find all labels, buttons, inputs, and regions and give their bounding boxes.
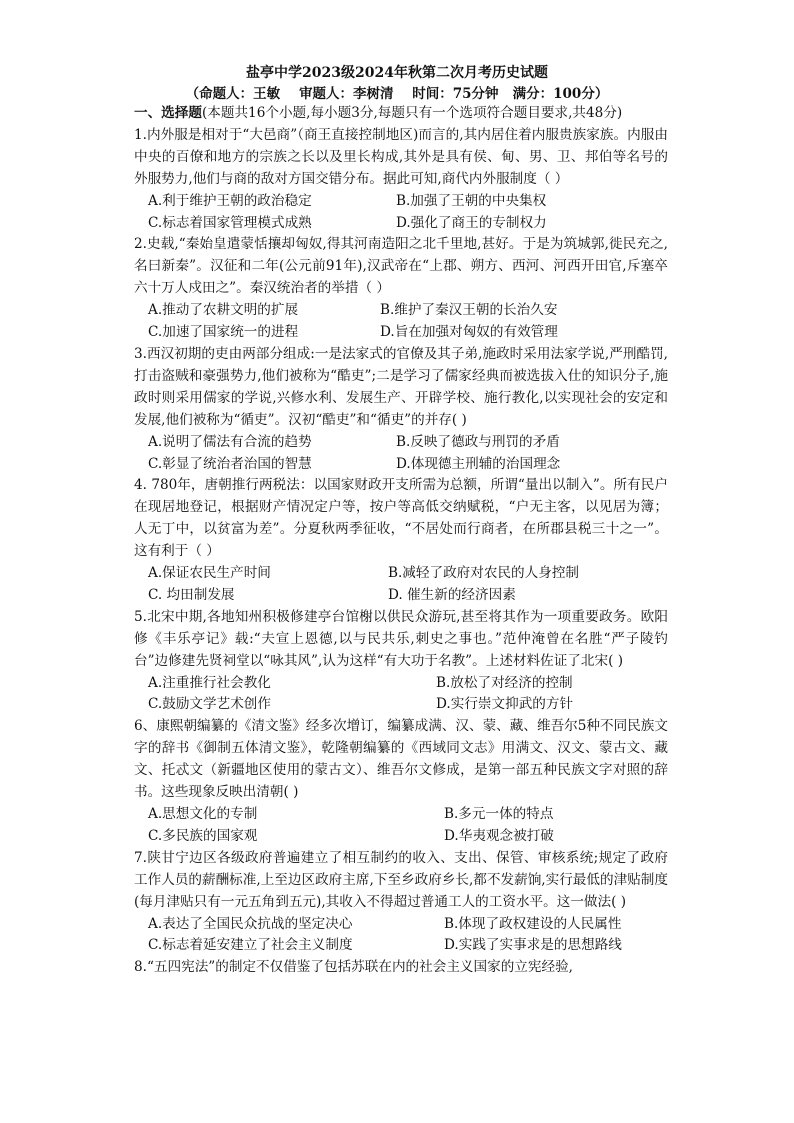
exam-title: 盐亭中学2023级2024年秋第二次月考历史试题	[246, 65, 548, 81]
question-3-options	[134, 432, 668, 476]
question-3-option-a[interactable]: A.说明了儒法有合流的趋势	[148, 433, 312, 450]
question-3-option-b[interactable]: B.反映了德政与刑罚的矛盾	[396, 433, 560, 450]
question-4-options	[134, 563, 668, 607]
question-1-option-a[interactable]: A.利于维护王朝的政治稳定	[148, 192, 312, 209]
question-6-stem: 6、康熙朝编纂的《清文鉴》经多次增订，编纂成满、汉、蒙、藏、维吾尔5种不同民族文字的辞书《御制五体清文鉴》，乾隆朝编纂的《西域同文志》用满文、汉文、蒙古文、藏文、托忒文（新疆地区使用的蒙古文）、维吾尔文修成，是第一部五种民族文字对照的辞书。这些现象反映出清朝( )	[134, 718, 668, 801]
section-description: (本题共16个小题,每小题3分,每题只有一个选项符合题目要求,共48分)	[201, 105, 623, 121]
question-5-stem: 5.北宋中期,各地知州积极修建亭台馆榭以供民众游玩,甚至将其作为一项重要政务。欧阳修《丰乐亭记》载:“夫宣上恩德,以与民共乐,刺史之事也。”范仲淹曾在名胜“严子陵钓台”边修建先贤祠堂以“咏其风”,认为这样“有大功于名教”。上述材料佐证了北宋( )	[134, 608, 668, 669]
question-7-options	[134, 914, 668, 958]
question-7-stem: 7.陕甘宁边区各级政府普遍建立了相互制约的收入、支出、保管、审核系统;规定了政府工作人员的薪酬标准,上至边区政府主席,下至乡政府乡长,都不发薪饷,实行最低的津贴制度(每月津贴只有一元五角到五元),其收入不得超过普通工人的工资水平。这一做法( )	[134, 849, 668, 910]
question-2-option-c[interactable]: C.加速了国家统一的进程	[148, 324, 299, 341]
question-6-option-b[interactable]: B.多元一体的特点	[444, 806, 554, 822]
question-4-stem: 4. 780年，唐朝推行两税法：以国家财政开支所需为总额，所谓“量出以制入”。所有民户在现居地登记，根据财产情况定户等，按户等高低交纳赋税，“户无主客，以见居为簿；人无丁中，以贫富为差”。分夏秋两季征收，“不居处而行商者，在所郡县税三十之一”。这有利于（ ）	[134, 477, 668, 560]
question-6-option-d[interactable]: D.华夷观念被打破	[444, 827, 554, 844]
question-1-options	[134, 191, 668, 235]
section-heading: 一、选择题	[134, 105, 202, 121]
question-7-option-b[interactable]: B.体现了政权建设的人民属性	[444, 915, 622, 932]
question-3-option-d[interactable]: D.体现德主刑辅的治国理念	[396, 455, 561, 472]
question-2-stem: 2.史载,“秦始皇遣蒙恬攘却匈奴,得其河南造阳之北千里地,甚好。于是为筑城郭,徙民充之,名曰新秦”。汉征和二年(公元前91年),汉武帝在“上郡、朔方、西河、河西开田官,斥塞卒六十万人戍田之”。秦汉统治者的举措（ ）	[134, 236, 668, 297]
question-3-option-c[interactable]: C.彰显了统治者治国的智慧	[148, 455, 312, 472]
question-5-option-b[interactable]: B.放松了对经济的控制	[436, 674, 573, 691]
question-4-option-c[interactable]: C. 均田制发展	[148, 586, 235, 603]
question-6-options	[134, 804, 668, 848]
question-6-option-a[interactable]: A.思想文化的专制	[148, 806, 258, 822]
question-3-stem: 3.西汉初期的吏由两部分组成:一是法家式的官僚及其子弟,施政时采用法家学说,严刑酷罚,打击盗贼和豪强势力,他们被称为“酷吏”;二是学习了儒家经典而被选拔入仕的知识分子,施政时则采用儒家的学说,兴修水利、发展生产、开辟学校、施行教化,以实现社会的安定和发展,他们被称为“循吏”。汉初“酷吏”和“循吏”的并存( )	[134, 345, 668, 428]
question-1-option-d[interactable]: D.强化了商王的专制权力	[396, 214, 547, 231]
exam-meta-info: （命题人：王敏 审题人：李树清 时间：75分钟 满分：100分）	[185, 86, 609, 102]
question-2-option-d[interactable]: D.旨在加强对匈奴的有效管理	[380, 324, 558, 341]
section-header	[134, 103, 668, 125]
question-8-stem: 8.“五四宪法”的制定不仅借鉴了包括苏联在内的社会主义国家的立宪经验,	[134, 959, 574, 976]
question-4-option-d[interactable]: D. 催生新的经济因素	[388, 586, 516, 603]
question-5-option-a[interactable]: A.注重推行社会教化	[148, 674, 271, 691]
question-7-option-c[interactable]: C.标志着延安建立了社会主义制度	[148, 937, 353, 954]
exam-body	[134, 103, 668, 979]
question-1-option-b[interactable]: B.加强了王朝的中央集权	[396, 192, 547, 209]
question-4-option-a[interactable]: A.保证农民生产时间	[148, 565, 271, 582]
question-2-option-a[interactable]: A.推动了农耕文明的扩展	[148, 302, 299, 319]
question-5-option-c[interactable]: C.鼓励文学艺术创作	[148, 696, 271, 713]
question-2-options	[134, 300, 668, 344]
question-7-option-a[interactable]: A.表达了全国民众抗战的坚定决心	[148, 915, 353, 932]
question-1-option-c[interactable]: C.标志着国家管理模式成熟	[148, 214, 312, 231]
question-5-options	[134, 673, 668, 717]
question-5-option-d[interactable]: D.实行崇文抑武的方针	[436, 696, 574, 713]
question-6-option-c[interactable]: C.多民族的国家观	[148, 827, 258, 844]
question-7-option-d[interactable]: D.实践了实事求是的思想路线	[444, 937, 622, 954]
question-1-stem: 1.内外服是相对于“大邑商”（商王直接控制地区)而言的,其内居住着内服贵族家族。内服由中央的百僚和地方的宗族之长以及里长构成,其外是具有侯、甸、男、卫、邦伯等名号的外服势力,他们与商的敌对方国交错分布。据此可知,商代内外服制度（ ）	[134, 126, 668, 187]
question-2-option-b[interactable]: B.维护了秦汉王朝的长治久安	[380, 302, 558, 319]
question-4-option-b[interactable]: B.减轻了政府对农民的人身控制	[388, 565, 580, 582]
